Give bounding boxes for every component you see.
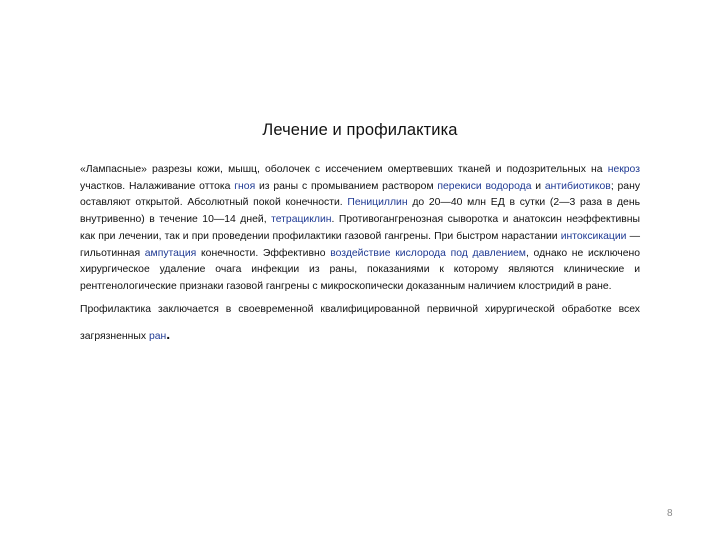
prevention-paragraph (80, 298, 640, 349)
text-segment: из раны с промыванием раствором (255, 180, 438, 192)
text-segment: «Лампасные» разрезы кожи, мышц, оболочек с иссечением омертвевших тканей и подозрительных на (80, 164, 608, 175)
link-pus[interactable]: гноя (234, 180, 256, 192)
text-segment: . (166, 325, 171, 342)
text-segment: Профилактика заключается в своевременной квалифицированной первичной хирургической обработке всех загрязненных (80, 303, 640, 342)
link-necrosis[interactable]: некроз (607, 164, 640, 175)
text-segment: конечности. Эффективно (196, 247, 331, 259)
link-tetracycline[interactable]: тетрациклин (271, 214, 332, 226)
text-segment: — гильотинная (80, 230, 641, 259)
text-segment: . Противогангренозная сыворотка и анатоксин неэффективны как при лечении, так и при проведении профилактики газовой гангрены. При быстром нарастании (80, 214, 640, 242)
text-segment: участков. Налаживание оттока (80, 180, 235, 192)
text-segment: ; рану оставляют открытой. Абсолютный покой конечности. (80, 180, 641, 209)
text-segment: и (531, 180, 545, 192)
link-antibiotics[interactable]: антибиотиков (544, 180, 611, 192)
page-number: 8 (667, 508, 673, 519)
text-segment: , однако не исключено хирургическое удаление очага инфекции из раны, показаниями к которому являются клинические и рентгенологические признаки газовой гангрены с микроскопически доказанным наличием клостридий в ране. (80, 247, 641, 292)
link-hyperbaric-oxygen[interactable]: воздействие кислорода под давлением (330, 247, 526, 259)
link-wounds[interactable]: ран (148, 330, 167, 342)
link-intoxication[interactable]: интоксикации (560, 230, 627, 242)
slide-body (80, 162, 640, 349)
slide-title: Лечение и профилактика (262, 121, 458, 139)
link-penicillin[interactable]: Пенициллин (347, 197, 408, 209)
treatment-paragraph (80, 162, 640, 296)
link-hydrogen-peroxide[interactable]: перекиси водорода (437, 180, 532, 192)
link-amputation[interactable]: ампутация (144, 247, 197, 259)
text-segment: до 20—40 млн ЕД в сутки (2—3 раза в день внутривенно) в течение 10—14 дней, (80, 197, 640, 226)
